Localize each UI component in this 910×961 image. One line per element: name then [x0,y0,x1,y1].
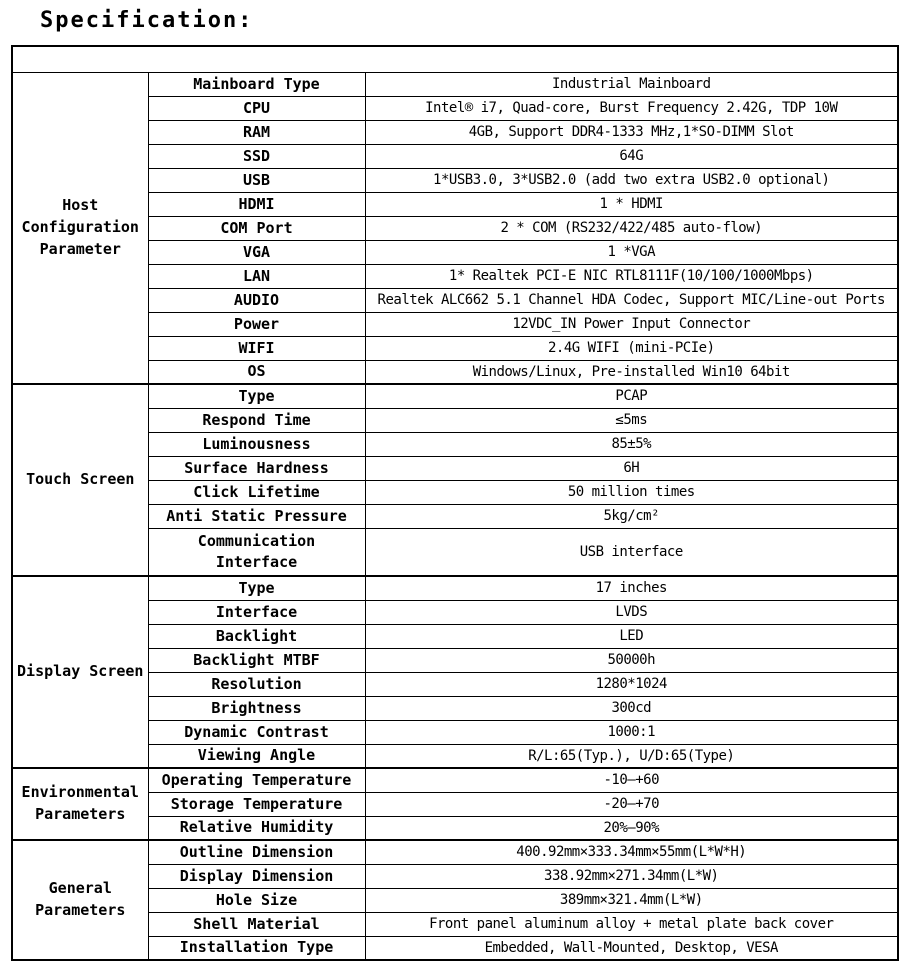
parameter-name: Type [148,384,365,408]
parameter-name: Dynamic Contrast [148,720,365,744]
parameter-name: Viewing Angle [148,744,365,768]
table-row [12,840,898,864]
table-row [12,768,898,792]
parameter-value: 85±5% [365,432,898,456]
parameter-value: 1280*1024 [365,672,898,696]
parameter-name: Respond Time [148,408,365,432]
parameter-value: -20—+70 [365,792,898,816]
parameter-name: HDMI [148,192,365,216]
category-cell: Touch Screen [12,384,148,576]
parameter-value: USB interface [365,528,898,576]
parameter-name: VGA [148,240,365,264]
parameter-value: 5kg/cm² [365,504,898,528]
parameter-name: LAN [148,264,365,288]
parameter-name: RAM [148,120,365,144]
parameter-name: AUDIO [148,288,365,312]
category-cell: Host Configuration Parameter [12,72,148,384]
parameter-name: COM Port [148,216,365,240]
parameter-name: Operating Temperature [148,768,365,792]
parameter-value: R/L:65(Typ.), U/D:65(Type) [365,744,898,768]
parameter-value: PCAP [365,384,898,408]
parameter-value: Industrial Mainboard [365,72,898,96]
parameter-value: 17 inches [365,576,898,600]
parameter-name: Interface [148,600,365,624]
parameter-value: 2.4G WIFI (mini-PCIe) [365,336,898,360]
parameter-name: OS [148,360,365,384]
parameter-name: Relative Humidity [148,816,365,840]
parameter-name: Anti Static Pressure [148,504,365,528]
parameter-value: LED [365,624,898,648]
parameter-value: Realtek ALC662 5.1 Channel HDA Codec, Support MIC/Line-out Ports [365,288,898,312]
parameter-name: CPU [148,96,365,120]
parameter-value: 400.92mm×333.34mm×55mm(L*W*H) [365,840,898,864]
table-row [12,72,898,96]
parameter-value: ≤5ms [365,408,898,432]
page-title: Specification: [40,8,254,33]
parameter-value: 1 *VGA [365,240,898,264]
parameter-name: Resolution [148,672,365,696]
parameter-name: Outline Dimension [148,840,365,864]
parameter-name: Installation Type [148,936,365,960]
parameter-name: Type [148,576,365,600]
parameter-value: Front panel aluminum alloy + metal plate back cover [365,912,898,936]
parameter-name: Storage Temperature [148,792,365,816]
parameter-value: 12VDC_IN Power Input Connector [365,312,898,336]
parameter-value: 50 million times [365,480,898,504]
parameter-value: 338.92mm×271.34mm(L*W) [365,864,898,888]
category-cell: Environmental Parameters [12,768,148,840]
parameter-name: Display Dimension [148,864,365,888]
parameter-name: SSD [148,144,365,168]
parameter-value: 1*USB3.0, 3*USB2.0 (add two extra USB2.0 optional) [365,168,898,192]
parameter-value: Windows/Linux, Pre-installed Win10 64bit [365,360,898,384]
parameter-value: 50000h [365,648,898,672]
parameter-name: Surface Hardness [148,456,365,480]
parameter-name: Backlight MTBF [148,648,365,672]
parameter-name: WIFI [148,336,365,360]
parameter-value: 1* Realtek PCI-E NIC RTL8111F(10/100/1000Mbps) [365,264,898,288]
parameter-value: 6H [365,456,898,480]
table-row [12,384,898,408]
parameter-name: Click Lifetime [148,480,365,504]
parameter-value: 4GB, Support DDR4-1333 MHz,1*SO-DIMM Slot [365,120,898,144]
parameter-name: USB [148,168,365,192]
parameter-value: Intel® i7, Quad-core, Burst Frequency 2.42G, TDP 10W [365,96,898,120]
category-cell: General Parameters [12,840,148,960]
parameter-value: 64G [365,144,898,168]
parameter-value: LVDS [365,600,898,624]
parameter-name: Hole Size [148,888,365,912]
parameter-name: Backlight [148,624,365,648]
parameter-name: Mainboard Type [148,72,365,96]
parameter-value: 389mm×321.4mm(L*W) [365,888,898,912]
parameter-name: Shell Material [148,912,365,936]
table-row [12,576,898,600]
parameter-value: 1000:1 [365,720,898,744]
category-cell: Display Screen [12,576,148,768]
parameter-name: Brightness [148,696,365,720]
parameter-value: 300cd [365,696,898,720]
parameter-value: 2 * COM (RS232/422/485 auto-flow) [365,216,898,240]
table-header-empty-cell [12,46,898,72]
parameter-name: Luminousness [148,432,365,456]
table-header-row [12,46,898,72]
parameter-value: -10—+60 [365,768,898,792]
specification-table [11,45,899,961]
parameter-name: Communication Interface [148,528,365,576]
parameter-value: 20%—90% [365,816,898,840]
parameter-name: Power [148,312,365,336]
parameter-value: 1 * HDMI [365,192,898,216]
parameter-value: Embedded, Wall-Mounted, Desktop, VESA [365,936,898,960]
